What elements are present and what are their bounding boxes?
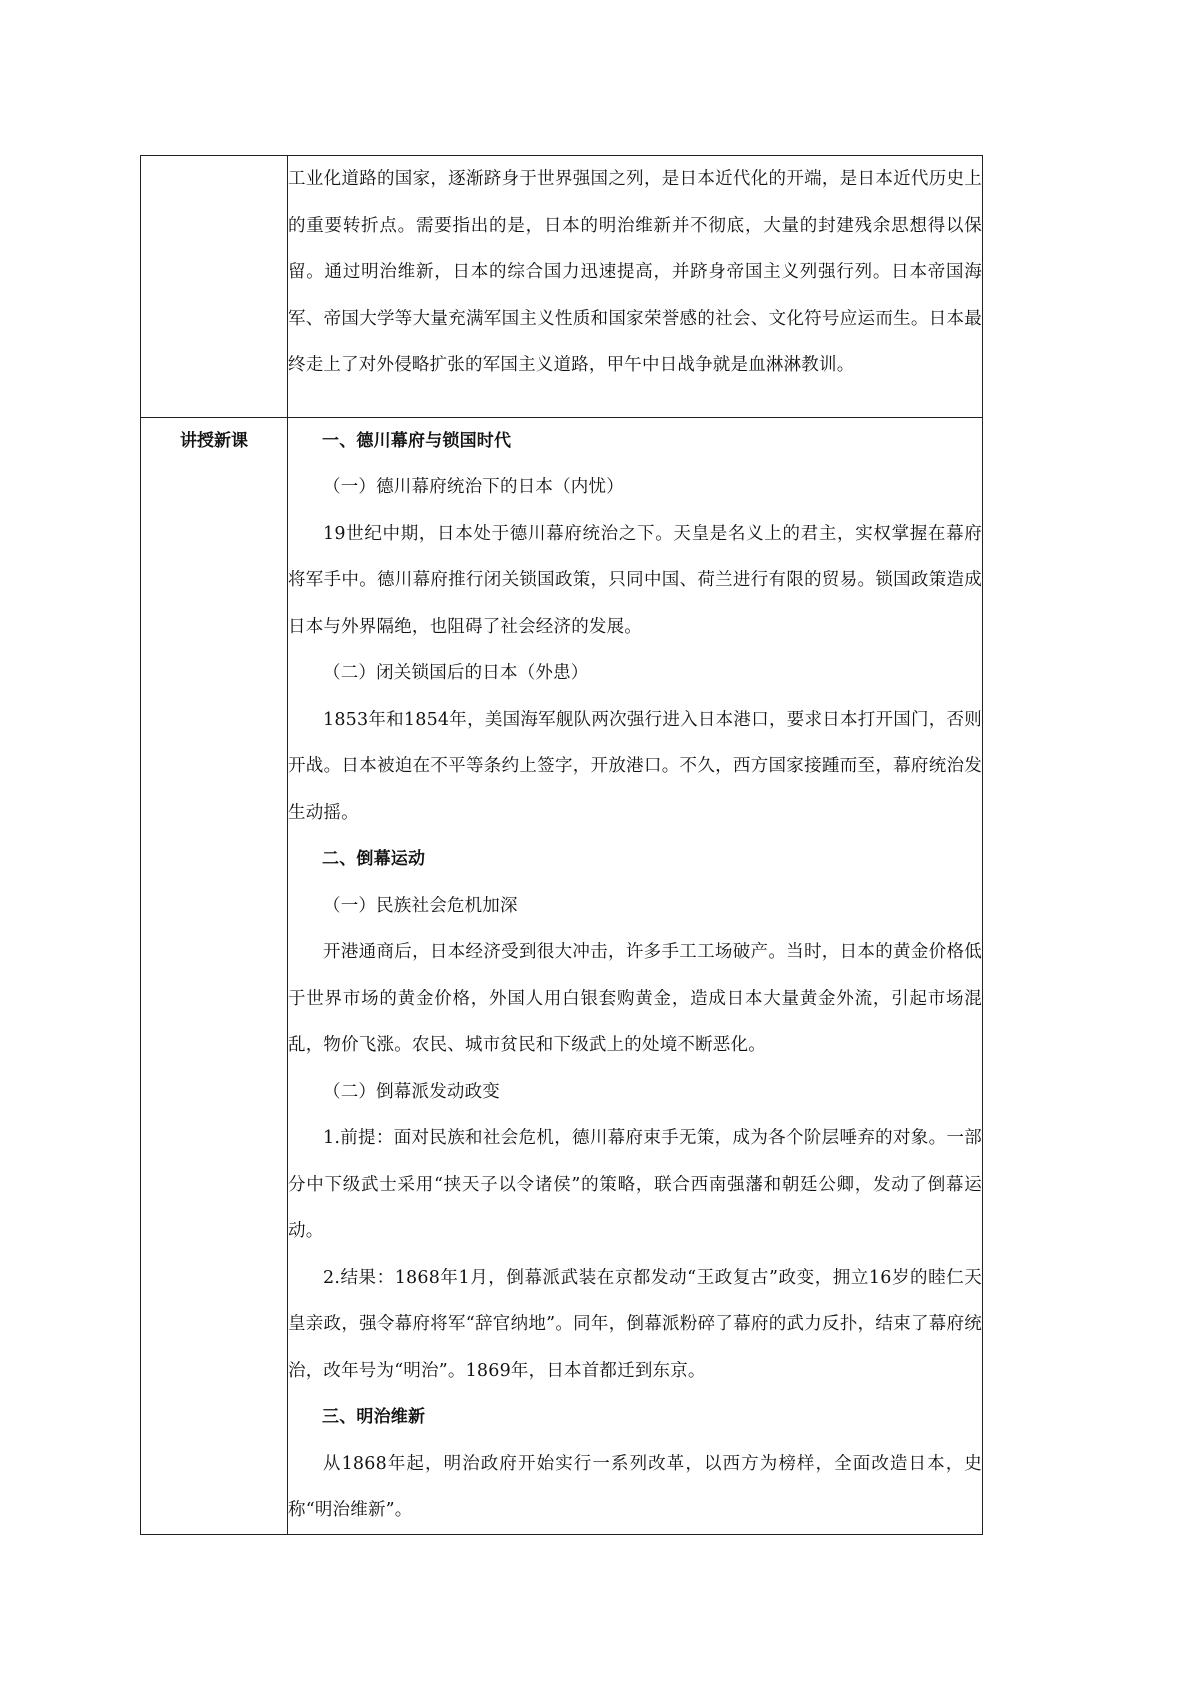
paragraph: 2.结果：1868年1月，倒幕派武装在京都发动“王政复古”政变，拥立16岁的睦仁天皇亲政，强令幕府将军“辞官纳地”。同年，倒幕派粉碎了幕府的武力反扑，结束了幕府统治，改年号为“明治”。1869年，日本首都迁到东京。 (288, 1267, 982, 1381)
paragraph: 工业化道路的国家，逐渐跻身于世界强国之列，是日本近代化的开端，是日本近代历史上的重要转折点。需要指出的是，日本的明治维新并不彻底，大量的封建残余思想得以保留。通过明治维新，日本的综合国力迅速提高，并跻身帝国主义列强行列。日本帝国海军、帝国大学等大量充满军国主义性质和国家荣誉感的社会、文化符号应运而生。日本最终走上了对外侵略扩张的军国主义道路，甲午中日战争就是血淋淋教训。 (288, 169, 982, 375)
subsection-heading: （二）倒幕派发动政变 (323, 1081, 500, 1102)
table-row-continuation (141, 156, 983, 418)
row-content-cell (288, 417, 983, 1534)
paragraph: 1.前提：面对民族和社会危机，德川幕府束手无策，成为各个阶层唾弃的对象。一部分中下级武士采用“挟天子以令诸侯”的策略，联合西南强藩和朝廷公卿，发动了倒幕运动。 (288, 1128, 982, 1241)
section-heading: 二、倒幕运动 (322, 849, 426, 869)
subsection-heading: （一）民族社会危机加深 (323, 895, 518, 916)
subsection-heading: （二）闭关锁国后的日本（外患） (323, 663, 589, 683)
table-row-new-lesson (141, 417, 983, 1534)
row-label-cell-empty (141, 156, 288, 418)
section-heading: 一、德川幕府与锁国时代 (322, 430, 512, 451)
paragraph: 19世纪中期，日本处于德川幕府统治之下。天皇是名义上的君主，实权掌握在幕府将军手中。德川幕府推行闭关锁国政策，只同中国、荷兰进行有限的贸易。锁国政策造成日本与外界隔绝，也阻碍了社会经济的发展。 (288, 523, 982, 637)
subsection-heading: （一）德川幕府统治下的日本（内忧） (323, 477, 624, 497)
lesson-plan-table (140, 155, 983, 1535)
paragraph: 从1868年起，明治政府开始实行一系列改革，以西方为榜样，全面改造日本，史称“明治维新”。 (288, 1453, 982, 1520)
paragraph: 1853年和1854年，美国海军舰队两次强行进入日本港口，要求日本打开国门，否则开战。日本被迫在不平等条约上签字，开放港口。不久，西方国家接踵而至，幕府统治发生动摇。 (288, 709, 982, 823)
section-heading: 三、明治维新 (322, 1407, 426, 1427)
row-label-cell (141, 417, 288, 1534)
row-label: 讲授新课 (180, 430, 248, 451)
row-content-cell (288, 156, 983, 418)
paragraph: 开港通商后，日本经济受到很大冲击，许多手工工场破产。当时，日本的黄金价格低于世界市场的黄金价格，外国人用白银套购黄金，造成日本大量黄金外流，引起市场混乱，物价飞涨。农民、城市贫民和下级武上的处境不断恶化。 (288, 942, 982, 1055)
